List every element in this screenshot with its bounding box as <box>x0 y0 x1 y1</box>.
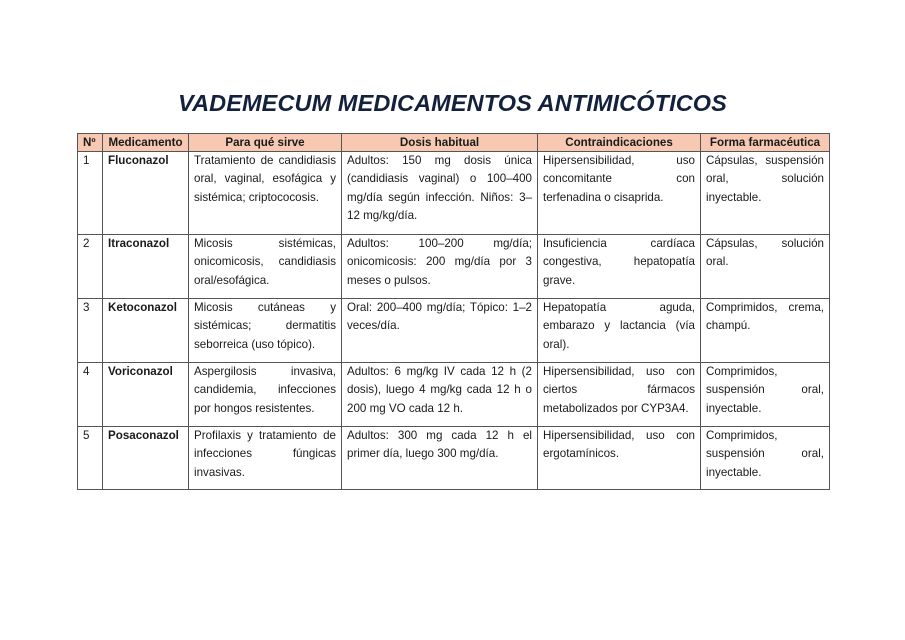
cell-medicamento: Fluconazol <box>103 152 189 235</box>
table-header-row <box>78 134 830 152</box>
cell-medicamento: Posaconazol <box>103 427 189 490</box>
cell-para-que-sirve: Micosis cutáneas y sistémicas; dermatitis seborreica (uso tópico). <box>189 299 342 363</box>
table-row <box>78 427 830 490</box>
header-contraindicaciones: Contraindicaciones <box>538 134 701 152</box>
cell-dosis-habitual: Adultos: 300 mg cada 12 h el primer día, luego 300 mg/día. <box>342 427 538 490</box>
table-row <box>78 363 830 427</box>
cell-contraindicaciones: Hepatopatía aguda, embarazo y lactancia (vía oral). <box>538 299 701 363</box>
table-row <box>78 299 830 363</box>
cell-contraindicaciones: Hipersensibilidad, uso con ergotamínicos. <box>538 427 701 490</box>
cell-num: 2 <box>78 235 103 299</box>
cell-contraindicaciones: Hipersensibilidad, uso concomitante con terfenadina o cisaprida. <box>538 152 701 235</box>
cell-medicamento: Voriconazol <box>103 363 189 427</box>
cell-para-que-sirve: Profilaxis y tratamiento de infecciones fúngicas invasivas. <box>189 427 342 490</box>
cell-contraindicaciones: Insuficiencia cardíaca congestiva, hepatopatía grave. <box>538 235 701 299</box>
table-row <box>78 152 830 235</box>
cell-forma-farmaceutica: Comprimidos, suspensión oral, inyectable. <box>701 363 830 427</box>
cell-para-que-sirve: Tratamiento de candidiasis oral, vaginal, esofágica y sistémica; criptococosis. <box>189 152 342 235</box>
cell-dosis-habitual: Adultos: 100–200 mg/día; onicomicosis: 200 mg/día por 3 meses o pulsos. <box>342 235 538 299</box>
cell-forma-farmaceutica: Cápsulas, suspensión oral, solución inyectable. <box>701 152 830 235</box>
cell-num: 1 <box>78 152 103 235</box>
header-medicamento: Medicamento <box>103 134 189 152</box>
cell-num: 5 <box>78 427 103 490</box>
cell-para-que-sirve: Aspergilosis invasiva, candidemia, infecciones por hongos resistentes. <box>189 363 342 427</box>
cell-forma-farmaceutica: Comprimidos, crema, champú. <box>701 299 830 363</box>
header-dosis-habitual: Dosis habitual <box>342 134 538 152</box>
cell-num: 4 <box>78 363 103 427</box>
cell-medicamento: Ketoconazol <box>103 299 189 363</box>
cell-num: 3 <box>78 299 103 363</box>
cell-para-que-sirve: Micosis sistémicas, onicomicosis, candidiasis oral/esofágica. <box>189 235 342 299</box>
document-title: VADEMECUM MEDICAMENTOS ANTIMICÓTICOS <box>178 90 727 116</box>
table-row <box>78 235 830 299</box>
cell-contraindicaciones: Hipersensibilidad, uso con ciertos fármacos metabolizados por CYP3A4. <box>538 363 701 427</box>
cell-dosis-habitual: Oral: 200–400 mg/día; Tópico: 1–2 veces/día. <box>342 299 538 363</box>
antifungal-table <box>77 133 830 490</box>
header-num: Nº <box>78 134 103 152</box>
cell-forma-farmaceutica: Comprimidos, suspensión oral, inyectable. <box>701 427 830 490</box>
cell-forma-farmaceutica: Cápsulas, solución oral. <box>701 235 830 299</box>
cell-medicamento: Itraconazol <box>103 235 189 299</box>
cell-dosis-habitual: Adultos: 6 mg/kg IV cada 12 h (2 dosis), luego 4 mg/kg cada 12 h o 200 mg VO cada 12 h. <box>342 363 538 427</box>
header-forma-farmaceutica: Forma farmacéutica <box>701 134 830 152</box>
cell-dosis-habitual: Adultos: 150 mg dosis única (candidiasis vaginal) o 100–400 mg/día según infección. Niños: 3–12 mg/kg/día. <box>342 152 538 235</box>
header-para-que-sirve: Para qué sirve <box>189 134 342 152</box>
